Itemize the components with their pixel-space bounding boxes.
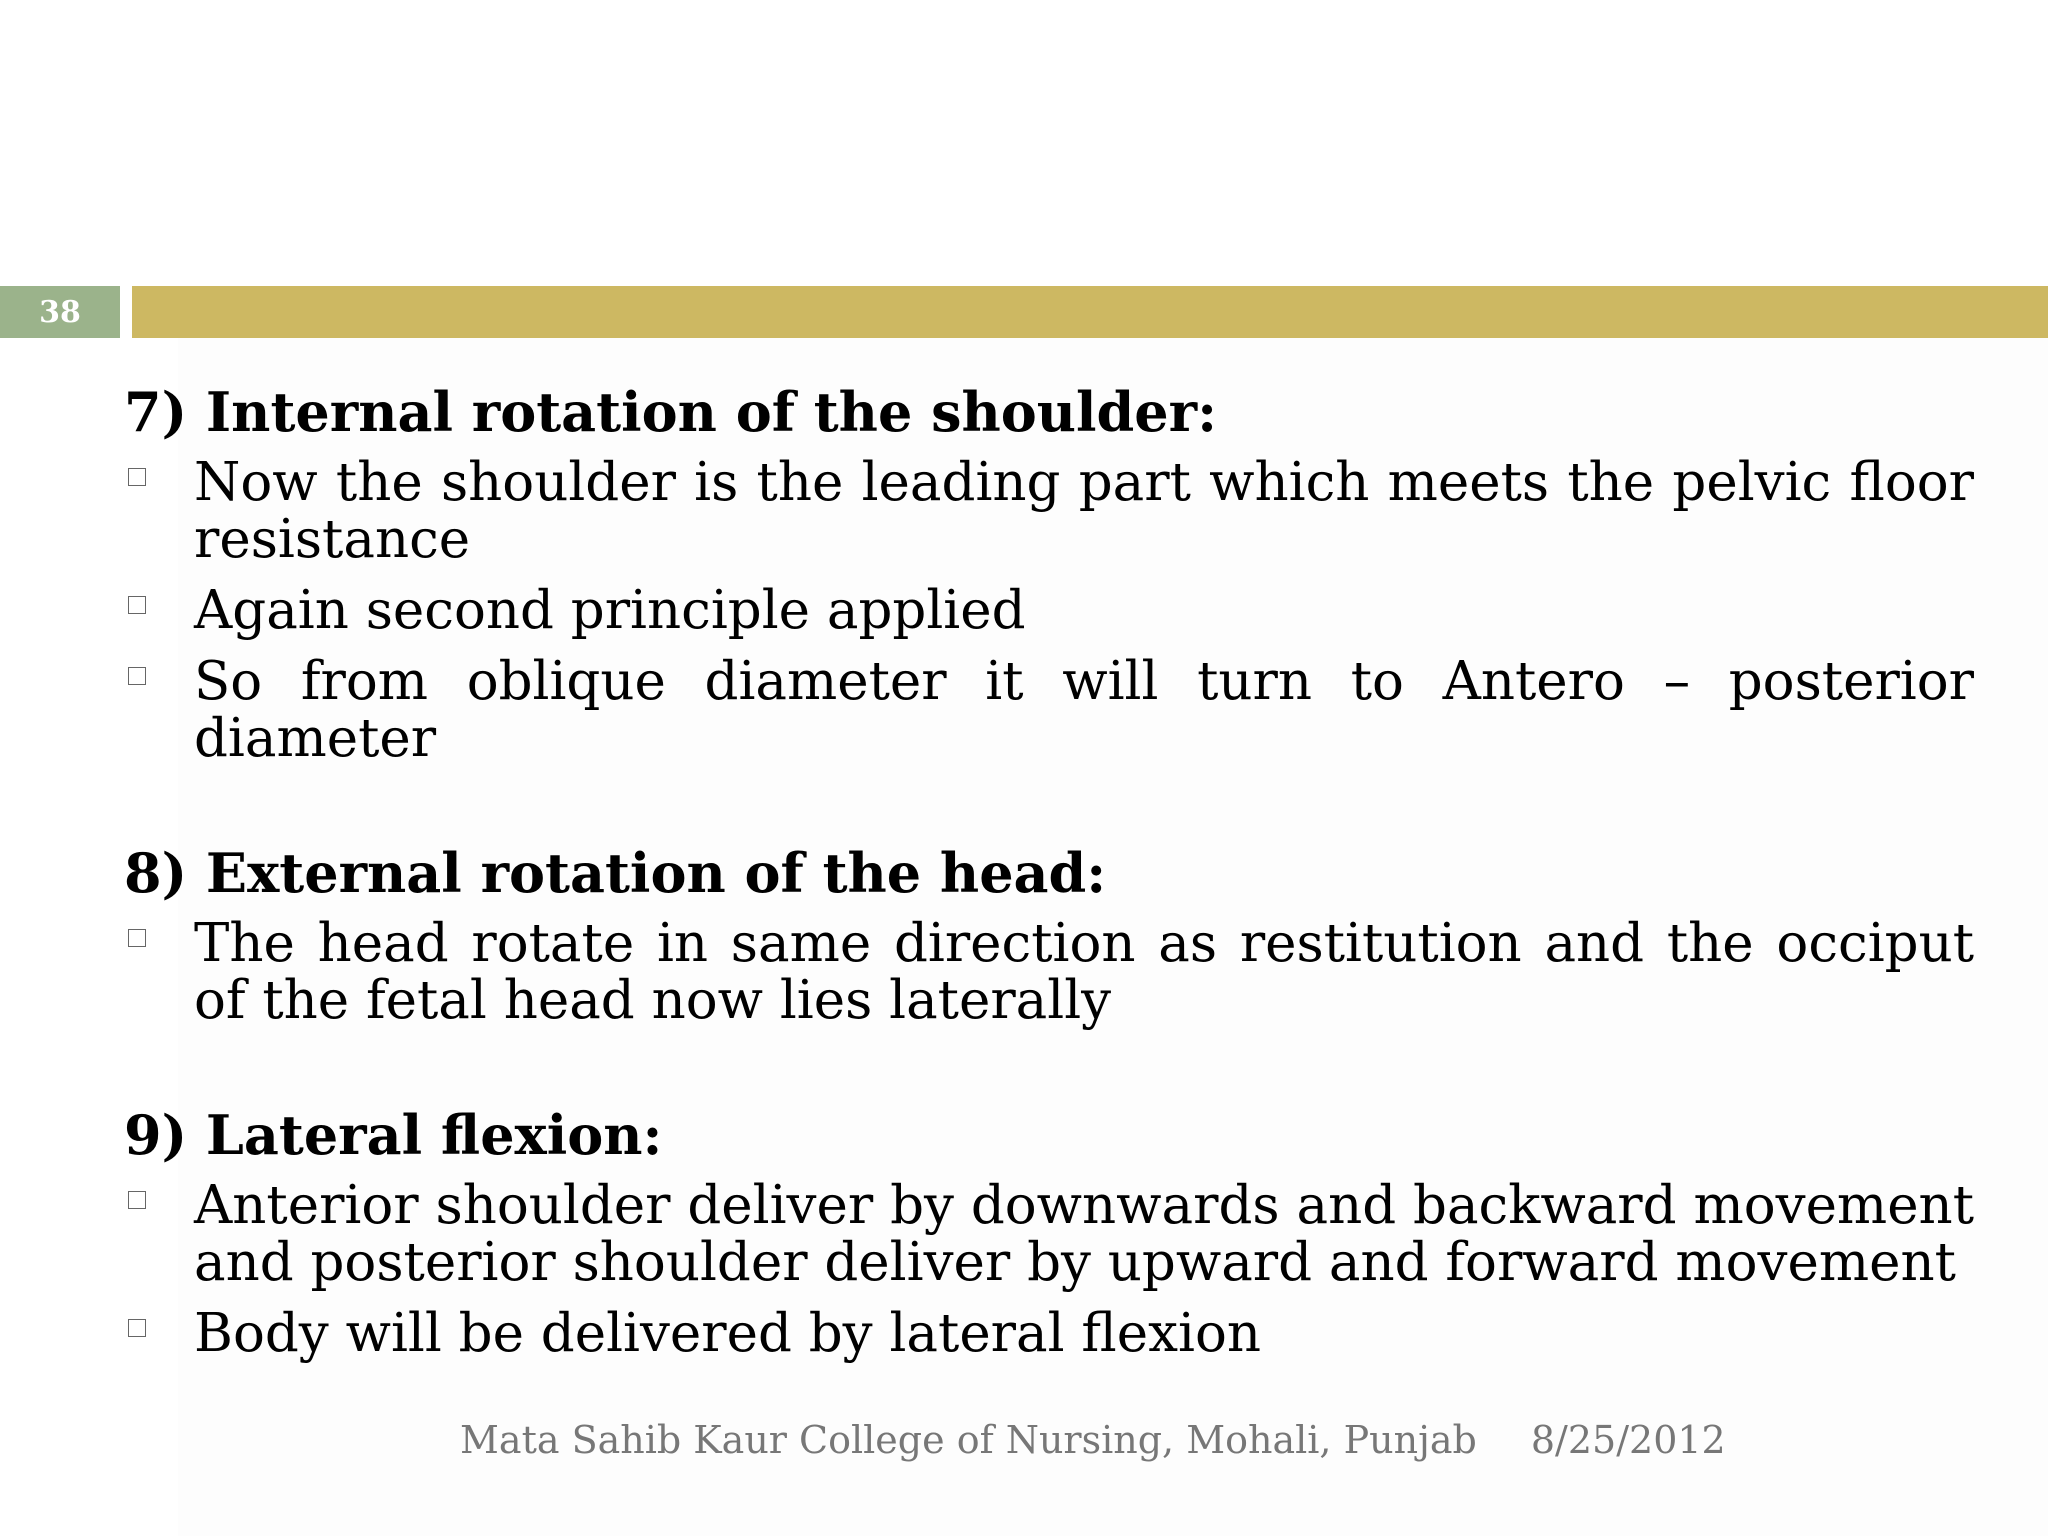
bullet-item xyxy=(124,582,1974,639)
section-external-rotation xyxy=(124,839,1974,1029)
header-bar xyxy=(132,286,2048,338)
bullet-item xyxy=(124,1305,1974,1362)
square-bullet-icon xyxy=(128,596,146,614)
bullet-text: Body will be delivered by lateral flexion xyxy=(194,1303,1262,1364)
bullet-item xyxy=(124,653,1974,767)
bullet-item xyxy=(124,915,1974,1029)
bullet-list xyxy=(124,454,1974,767)
square-bullet-icon xyxy=(128,1191,146,1209)
bullet-text: Now the shoulder is the leading part which meets the pelvic floor resistance xyxy=(194,452,1974,570)
bullet-list xyxy=(124,915,1974,1029)
slide-number: 38 xyxy=(0,286,120,338)
bullet-text: Again second principle applied xyxy=(194,580,1026,641)
section-heading: 9) Lateral flexion: xyxy=(124,1103,663,1167)
section-lateral-flexion xyxy=(124,1101,1974,1362)
square-bullet-icon xyxy=(128,929,146,947)
bullet-item xyxy=(124,1177,1974,1291)
square-bullet-icon xyxy=(128,468,146,486)
bullet-text: So from oblique diameter it will turn to Antero – posterior diameter xyxy=(194,651,1974,769)
slide-body xyxy=(124,378,1974,1376)
section-heading: 8) External rotation of the head: xyxy=(124,841,1107,905)
bullet-text: Anterior shoulder deliver by downwards and backward movement and posterior shoulder deliver by upward and forward movement xyxy=(194,1175,1974,1293)
section-internal-rotation xyxy=(124,378,1974,767)
footer-institution: Mata Sahib Kaur College of Nursing, Mohali, Punjab xyxy=(460,1418,1477,1462)
footer-date: 8/25/2012 xyxy=(1530,1418,1726,1462)
bullet-item xyxy=(124,454,1974,568)
section-heading: 7) Internal rotation of the shoulder: xyxy=(124,380,1218,444)
bullet-list xyxy=(124,1177,1974,1362)
square-bullet-icon xyxy=(128,667,146,685)
square-bullet-icon xyxy=(128,1319,146,1337)
slide-footer xyxy=(460,1418,1726,1462)
bullet-text: The head rotate in same direction as restitution and the occiput of the fetal head now lies laterally xyxy=(194,913,1974,1031)
